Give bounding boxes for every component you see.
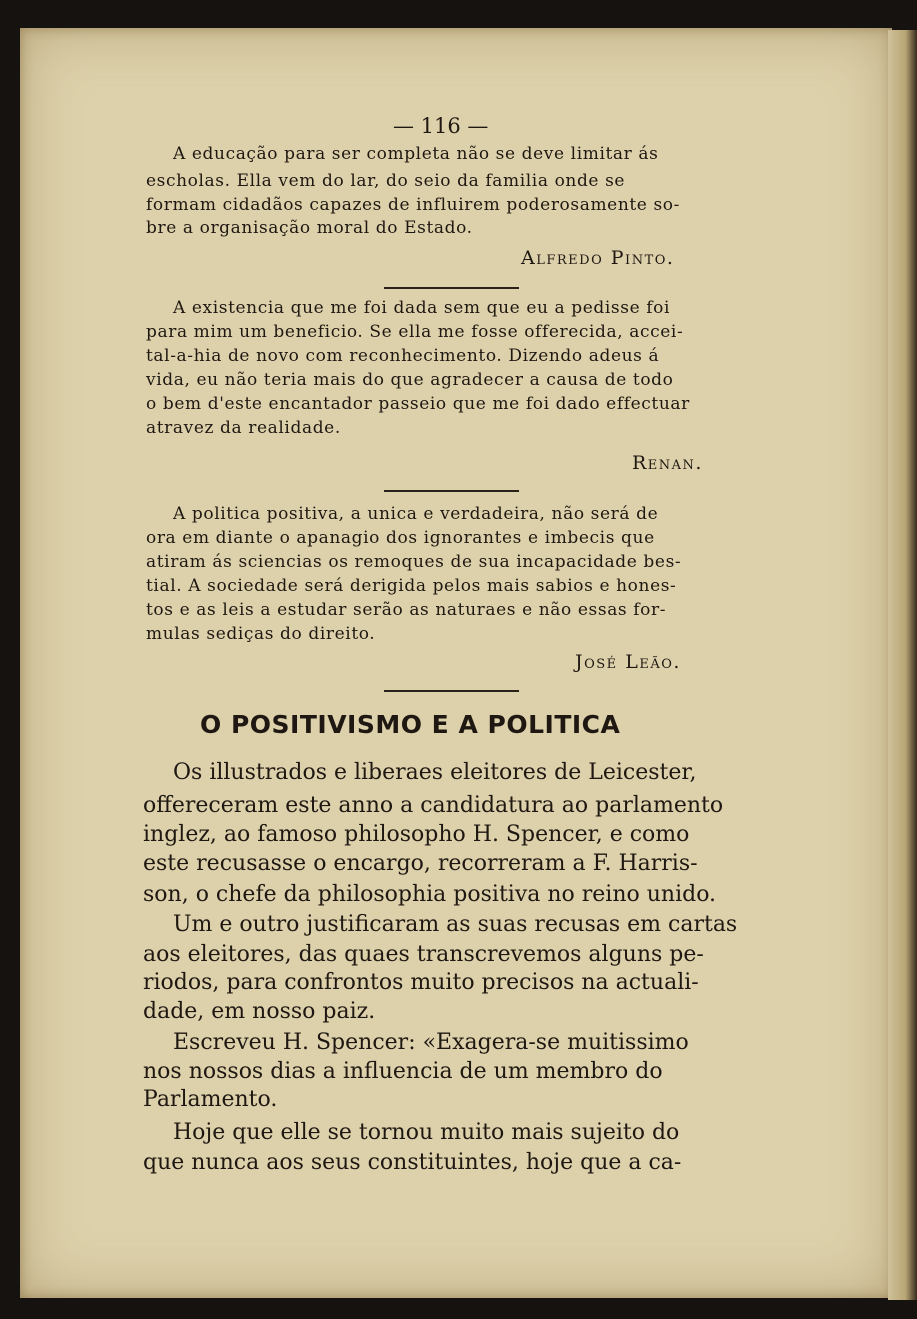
quote-line: atiram ás sciencias os remoques de sua incapacidade bes-	[146, 552, 682, 572]
article-title: O POSITIVISMO E A POLITICA	[200, 710, 621, 739]
quote-line: tos e as leis a estudar serão as naturaes e não essas for-	[146, 600, 667, 620]
quote-line: vida, eu não teria mais do que agradecer a causa de todo	[146, 370, 674, 390]
article-line: son, o chefe da philosophia positiva no reino unido.	[143, 882, 717, 907]
article-line: inglez, ao famoso philosopho H. Spencer, e como	[143, 822, 690, 847]
quote-line: para mim um beneficio. Se ella me fosse offerecida, accei-	[146, 322, 684, 342]
quote-line: escholas. Ella vem do lar, do seio da familia onde se	[146, 171, 626, 191]
quote-line: formam cidadãos capazes de influirem poderosamente so-	[146, 195, 680, 215]
article-line: Escreveu H. Spencer: «Exagera-se muitissimo	[173, 1030, 689, 1055]
quote-line: tial. A sociedade será derigida pelos mais sabios e hones-	[146, 576, 677, 596]
quote-line: bre a organisação moral do Estado.	[146, 218, 473, 238]
quote-line: tal-a-hia de novo com reconhecimento. Dizendo adeus á	[146, 346, 660, 366]
page-edge	[888, 30, 917, 1300]
article-line: Parlamento.	[143, 1087, 278, 1112]
page-number: — 116 —	[393, 114, 489, 138]
quote-author: Renan.	[632, 452, 703, 474]
article-line: aos eleitores, das quaes transcrevemos alguns pe-	[143, 942, 704, 967]
quote-line: ora em diante o apanagio dos ignorantes e imbecis que	[146, 528, 655, 548]
divider-rule	[384, 690, 519, 692]
quote-line: A politica positiva, a unica e verdadeira, não será de	[173, 504, 659, 524]
quote-line: A educação para ser completa não se deve limitar ás	[173, 144, 659, 164]
article-line: Hoje que elle se tornou muito mais sujeito do	[173, 1120, 680, 1145]
quote-line: mulas sediças do direito.	[146, 624, 376, 644]
article-line: Um e outro justificaram as suas recusas em cartas	[173, 912, 738, 937]
quote-line: A existencia que me foi dada sem que eu a pedisse foi	[173, 298, 671, 318]
quote-author: José Leão.	[575, 651, 681, 673]
article-line: Os illustrados e liberaes eleitores de Leicester,	[173, 760, 697, 785]
article-line: offereceram este anno a candidatura ao parlamento	[143, 793, 724, 818]
quote-line: o bem d'este encantador passeio que me foi dado effectuar	[146, 394, 690, 414]
quote-line: atravez da realidade.	[146, 418, 341, 438]
article-line: dade, em nosso paiz.	[143, 999, 376, 1024]
article-line: este recusasse o encargo, recorreram a F. Harris-	[143, 851, 698, 876]
article-line: riodos, para confrontos muito precisos na actuali-	[143, 970, 699, 995]
divider-rule	[384, 287, 519, 289]
article-line: nos nossos dias a influencia de um membro do	[143, 1059, 663, 1084]
quote-author: Alfredo Pinto.	[521, 247, 675, 269]
article-line: que nunca aos seus constituintes, hoje que a ca-	[143, 1150, 682, 1175]
divider-rule	[384, 490, 519, 492]
